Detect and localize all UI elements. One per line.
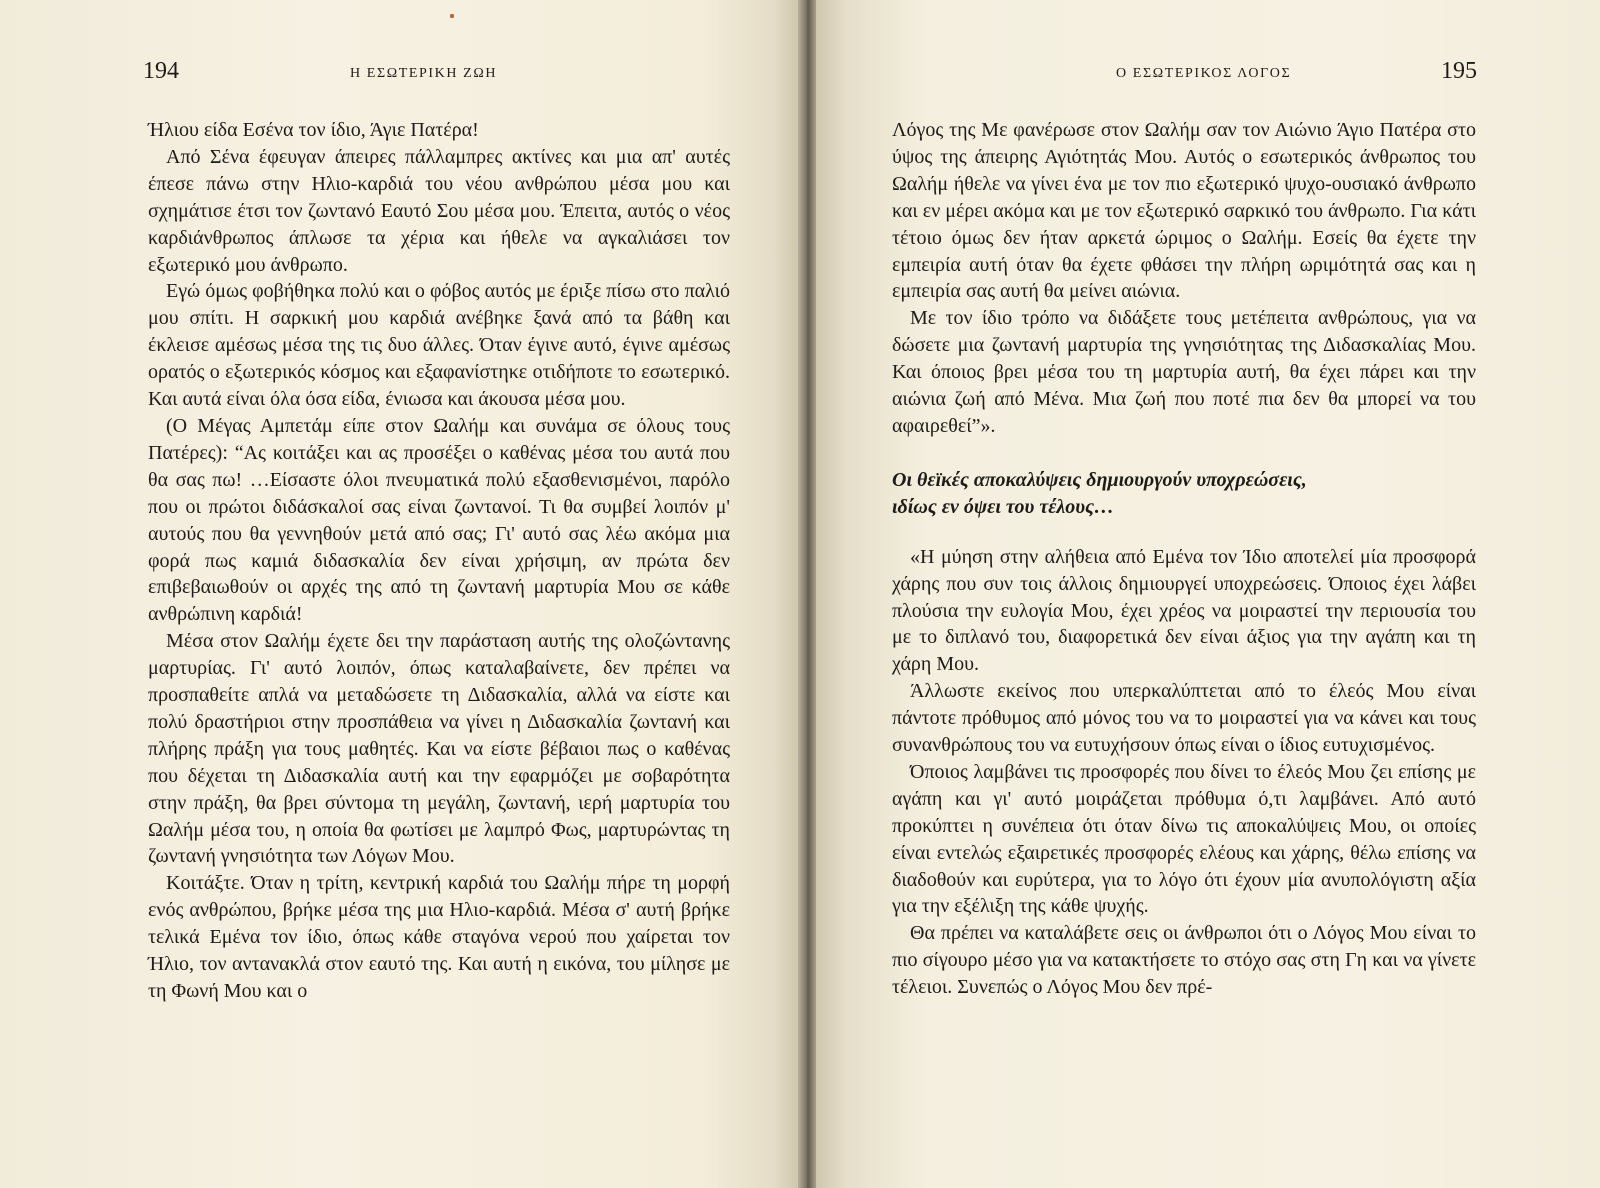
paragraph: «Η μύηση στην αλήθεια από Εμένα τον Ίδιο αποτελεί μία προσφορά χάρης που συν τοις άλλοις δημιουργεί υποχρεώσεις. Όποιος έχει λάβει πλούσια την ευλογία Μου, έχει χρέος να μοιραστεί την περιουσία του με το διπλανό του, διαφορετικά δεν είναι άξιος για την αγάπη και τη χάρη Μου. [892, 545, 1476, 676]
section-heading-line: ιδίως εν όψει του τέλους… [892, 495, 1114, 518]
paragraph: Από Σένα έφευγαν άπειρες πάλλαμπρες ακτίνες και μια απ' αυτές έπεσε πάνω στην Ηλιο-καρδιά του νέου ανθρώπου μέσα μου και σχημάτισε έτσι τον ζωντανό Εαυτό Σου μέσα μου. Έπειτα, αυτός ο νέος καρδιάνθρωπος άπλωσε τα χέρια και ήθελε να αγκαλιάσει τον εξωτερικό μου άνθρωπο. [148, 145, 730, 276]
running-head: Η ΕΣΩΤΕΡΙΚΗ ΖΩΗ [350, 66, 498, 81]
paragraph: Μέσα στον Ωαλήμ έχετε δει την παράσταση αυτής της ολοζώντανης μαρτυρίας. Γι' αυτό λοιπόν, όπως καταλαβαίνετε, δεν πρέπει να προσπαθείτε απλά να μεταδώσετε τη Διδασκαλία, αλλά να είστε και πολύ δραστήριοι στην προσπάθεια να γίνει η Διδασκαλία ζωντανή και πλήρης πράξη για τους μαθητές. Και να είστε βέβαιοι πως ο καθένας που δέχεται τη Διδασκαλία αυτή και την εφαρμόζει με σοβαρότητα στην πράξη, θα βρει σύντομα τη μεγάλη, ζωντανή, ιερή μαρτυρία του Ωαλήμ μέσα του, η οποία θα φωτίσει με λαμπρό Φως, μαρτυρώντας τη ζωντανή γνησιότητα των Λόγων Μου. [148, 630, 730, 868]
section-heading-line: Οι θεϊκές αποκαλύψεις δημιουργούν υποχρεώσεις, [892, 468, 1307, 491]
paragraph: Εγώ όμως φοβήθηκα πολύ και ο φόβος αυτός με έριξε πίσω στο παλιό μου σπίτι. Η σαρκική μου καρδιά ανέβηκε ξανά από τα βάθη και έκλεισε αμέσως μέσα της τις δυο άλλες. Όταν έγινε αυτό, έγινε αμέσως ορατός ο εξωτερικός κόσμος και εξαφανίστηκε οτιδήποτε το εσωτερικό. Και αυτά είναι όλα όσα είδα, ένιωσα και άκουσα μέσα μου. [148, 280, 730, 411]
body-text [148, 117, 730, 1005]
book-gutter [798, 0, 816, 1188]
page-number: 195 [1441, 58, 1477, 84]
paragraph: Με τον ίδιο τρόπο να διδάξετε τους μετέπειτα ανθρώπους, για να δώσετε μια ζωντανή μαρτυρία της γνησιότητας της Διδασκαλίας Μου. Και όποιος βρει μέσα του τη μαρτυρία αυτή, θα έχει πάρει και την αιώνια ζωή από Μένα. Μια ζωή που ποτέ πια δεν θα μπορεί να του αφαιρεθεί”». [892, 307, 1476, 437]
paragraph: Όποιος λαμβάνει τις προσφορές που δίνει το έλεός Μου ζει επίσης με αγάπη και γι' αυτό μοιράζεται πρόθυμα ό,τι λαμβάνει. Από αυτό προκύπτει η συνέπεια ότι όταν δίνω τις αποκαλύψεις Μου, οι οποίες είναι εντελώς εξαιρετικές προσφορές ελέους και χάρης, θέλω επίσης να διαδοθούν και ευρύτερα, για το λόγο ότι έχουν μία ανυπολόγιστη αξία για την εξέλιξη της κάθε ψυχής. [892, 760, 1476, 918]
printing-mark [450, 14, 454, 18]
page-number: 194 [143, 58, 179, 84]
paragraph: Λόγος της Με φανέρωσε στον Ωαλήμ σαν τον Αιώνιο Άγιο Πατέρα στο ύψος της άπειρης Αγιότητάς Μου. Αυτός ο εσωτερικός άνθρωπος του Ωαλήμ ήθελε να γίνει ένα με τον πιο εξωτερικό ψυχο-ουσιακό άνθρωπο και εν μέρει ακόμα και με τον εξωτερικό σαρκικό του άνθρωπο. Για κάτι τέτοιο όμως δεν ήταν αρκετά ώριμος ο Ωαλήμ. Εσείς θα έχετε την εμπειρία αυτή όταν θα έχετε φθάσει την πλήρη ωριμότητά σας και η εμπειρία σας αυτή θα μείνει αιώνια. [892, 119, 1476, 303]
paragraph: Θα πρέπει να καταλάβετε σεις οι άνθρωποι ότι ο Λόγος Μου είναι το πιο σίγουρο μέσο για να κατακτήσετε το στόχο σας στη Γη και να γίνετε τέλειοι. Συνεπώς ο Λόγος Μου δεν πρέ- [892, 922, 1476, 999]
paragraph: Κοιτάξτε. Όταν η τρίτη, κεντρική καρδιά του Ωαλήμ πήρε τη μορφή ενός ανθρώπου, βρήκε μέσα της μια Ηλιο-καρδιά. Μέσα σ' αυτή βρήκε τελικά Εμένα τον ίδιο, όπως κάθε σταγόνα νερού που χαίρεται τον Ήλιο, τον αντανακλά στον εαυτό της. Και αυτή η εικόνα, του μίλησε με τη Φωνή Μου και ο [148, 872, 730, 1002]
body-text [892, 117, 1476, 1001]
paragraph: Ήλιου είδα Εσένα τον ίδιο, Άγιε Πατέρα! [148, 119, 479, 141]
paragraph: (Ο Μέγας Αμπετάμ είπε στον Ωαλήμ και συνάμα σε όλους τους Πατέρες): “Ας κοιτάξει και ας προσέξει ο καθένας μέσα του αυτά που θα σας πω! …Είσαστε όλοι πνευματικά πολύ εξασθενισμένοι, παρόλο που οι πρώτοι διδάσκαλοί σας είναι ζωντανοί. Τι θα συμβεί λοιπόν μ' αυτούς που θα γεννηθούν μετά από σας; Γι' αυτό σας λέω ακόμα μια φορά πως καμιά διδασκαλία δεν είναι χρήσιμη, αν πρώτα δεν επιβεβαιωθούν οι αρχές της από τη ζωντανή μαρτυρία Μου σε κάθε ανθρώπινη καρδιά! [148, 414, 730, 626]
section-heading [892, 467, 1476, 521]
running-head: Ο ΕΣΩΤΕΡΙΚΟΣ ΛΟΓΟΣ [1116, 66, 1292, 81]
left-page [0, 0, 798, 1188]
right-page [816, 0, 1600, 1188]
paragraph: Άλλωστε εκείνος που υπερκαλύπτεται από το έλεός Μου είναι πάντοτε πρόθυμος από μόνος του να το μοιραστεί για να κάνει και τους συνανθρώπους του να ευτυχήσουν όπως είναι ο ίδιος ευτυχισμένος. [892, 680, 1476, 757]
